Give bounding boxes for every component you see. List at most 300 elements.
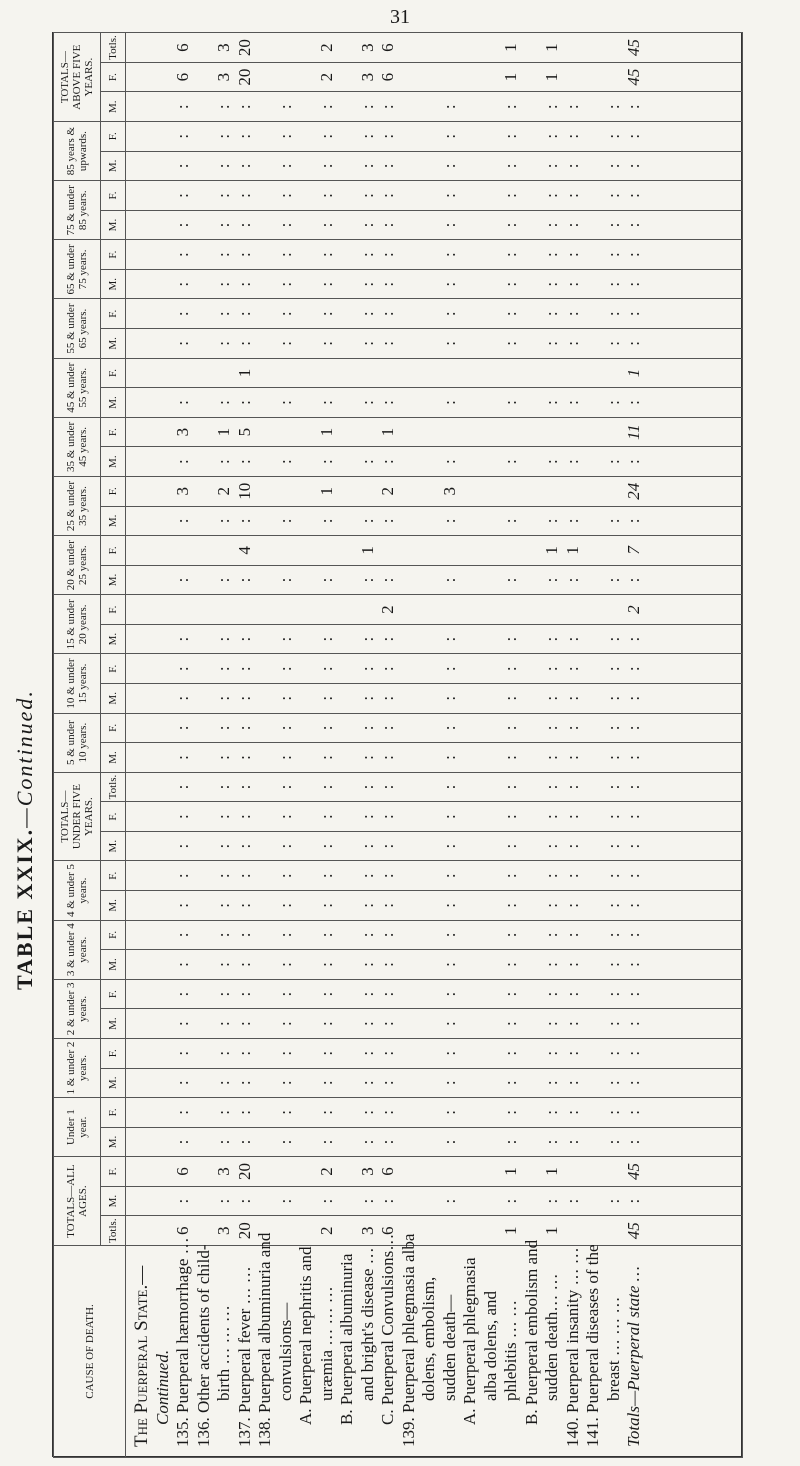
- cell-value: [194, 743, 215, 772]
- cell-value: :: [562, 1139, 582, 1145]
- cell-value: [460, 1098, 481, 1127]
- cell-value: [583, 152, 604, 181]
- cell-value: [604, 477, 625, 506]
- age-11-1: F.: [101, 358, 126, 388]
- cell-value: :: [234, 459, 254, 465]
- cell-value: :: [562, 1021, 582, 1027]
- cell-value: [419, 359, 440, 388]
- cell-value: [132, 92, 153, 121]
- cell-value: [337, 507, 358, 536]
- cell-value: :: [603, 104, 623, 110]
- cell-value: [522, 891, 543, 920]
- header-age-group-12: 55 & under 65 years.: [54, 299, 101, 358]
- cell-value: [296, 1157, 317, 1186]
- cell-value: [296, 891, 317, 920]
- cell-value: [337, 63, 358, 92]
- cell-value: :: [275, 1139, 295, 1145]
- cell-value: [132, 802, 153, 831]
- cell-value: [132, 1009, 153, 1038]
- cell-value: :: [234, 577, 254, 583]
- cell-value: :: [234, 400, 254, 405]
- cell-value: :: [562, 636, 582, 642]
- cell-value: [481, 1098, 502, 1127]
- cell-value: :: [357, 193, 377, 198]
- cell-value: :: [214, 1198, 233, 1204]
- cell-value: [194, 536, 215, 565]
- cell-value: [460, 122, 481, 151]
- cell-value: :: [316, 725, 336, 731]
- cell-value: :: [275, 932, 295, 938]
- cell-value: :: [562, 814, 582, 819]
- cell-value: :: [378, 281, 397, 287]
- cell-value: [317, 359, 338, 388]
- cell-value: [132, 861, 153, 890]
- cell-value: [296, 507, 317, 536]
- cell-value: :: [234, 873, 254, 879]
- cause-row: 137. Puerperal fever … …: [234, 1266, 254, 1447]
- cell-value: [214, 536, 235, 565]
- cell-value: :: [275, 193, 295, 198]
- cell-value: [440, 63, 461, 92]
- cell-value: :: [357, 873, 377, 879]
- cell-value: 1: [542, 1167, 561, 1176]
- cell-value: :: [439, 459, 459, 465]
- cell-value: [255, 566, 276, 595]
- cell-value: :: [378, 340, 397, 346]
- cell-value: 2: [378, 487, 397, 496]
- cell-value: [481, 152, 502, 181]
- cell-value: :: [439, 133, 459, 139]
- cell-value: [153, 891, 174, 920]
- cell-value: [153, 536, 174, 565]
- cell-value: [481, 595, 502, 624]
- cell-value: [583, 1187, 604, 1216]
- cell-value: [153, 743, 174, 772]
- cell-value: :: [501, 725, 520, 731]
- cell-value: :: [214, 843, 233, 849]
- cell-value: [194, 714, 215, 743]
- cell-value: [460, 1039, 481, 1068]
- cell-value: [419, 773, 440, 802]
- cell-value: :: [542, 1050, 561, 1056]
- cell-value: [481, 299, 502, 328]
- cell-value: [296, 388, 317, 417]
- cell-value: [522, 92, 543, 121]
- cell-value: :: [173, 1110, 192, 1115]
- cell-value: [522, 359, 543, 388]
- cell-value: [153, 1216, 174, 1245]
- cell-value: :: [316, 991, 336, 997]
- cell-value: [501, 595, 522, 624]
- cell-value: :: [316, 873, 336, 879]
- cell-value: [276, 359, 297, 388]
- cell-value: [399, 1157, 420, 1186]
- cell-value: :: [357, 784, 377, 790]
- cell-value: [132, 270, 153, 299]
- cell-value: :: [542, 695, 561, 701]
- header-age-group-3: 3 & under 4 years.: [54, 920, 101, 979]
- cell-value: [399, 1098, 420, 1127]
- cell-value: [583, 92, 604, 121]
- cell-value: [153, 270, 174, 299]
- cell-value: [440, 536, 461, 565]
- cell-value: :: [214, 695, 233, 701]
- cell-value: :: [357, 666, 377, 672]
- cell-value: 2: [316, 1167, 336, 1176]
- cell-value: [194, 63, 215, 92]
- cell-value: :: [173, 1080, 192, 1086]
- cell-value: :: [603, 695, 623, 701]
- cell-value: :: [316, 311, 336, 317]
- cell-value: :: [173, 784, 192, 790]
- cell-value: [337, 536, 358, 565]
- under-five-1: F.: [101, 802, 126, 832]
- age-10-0: M.: [101, 447, 126, 477]
- col-age-10-0: [126, 447, 743, 477]
- cell-value: [399, 1187, 420, 1216]
- cell-value: [194, 447, 215, 476]
- cell-value: [255, 1128, 276, 1157]
- table-frame: [52, 32, 742, 1457]
- cell-value: [296, 950, 317, 979]
- cell-value: :: [173, 518, 192, 524]
- cell-value: :: [275, 725, 295, 731]
- cell-value: [399, 329, 420, 358]
- cell-value: 6: [173, 1167, 192, 1176]
- cell-value: [337, 861, 358, 890]
- section-heading: [132, 1252, 153, 1447]
- cell-value: [276, 477, 297, 506]
- col-age-8-0: [126, 565, 743, 595]
- cell-value: 3: [357, 1226, 377, 1235]
- cell-value: [194, 507, 215, 536]
- cell-value: 3: [173, 487, 192, 496]
- cell-value: :: [439, 755, 459, 760]
- cell-value: 5: [234, 427, 254, 437]
- cell-value: [583, 802, 604, 831]
- cell-value: [522, 63, 543, 92]
- cell-value: [132, 1098, 153, 1127]
- cell-value: :: [501, 222, 520, 228]
- cell-value: :: [624, 873, 643, 879]
- cell-value: :: [562, 163, 582, 169]
- cell-value: [337, 329, 358, 358]
- cell-value: :: [624, 311, 643, 317]
- cell-value: [132, 1157, 153, 1186]
- cell-value: :: [214, 1080, 233, 1086]
- cell-value: :: [562, 725, 582, 731]
- cell-value: :: [378, 666, 397, 672]
- cell-value: [194, 802, 215, 831]
- cell-value: :: [214, 666, 233, 672]
- cell-value: [132, 359, 153, 388]
- cause-row-cont: birth … … …: [214, 1305, 233, 1401]
- cell-value: [153, 92, 174, 121]
- cell-value: [337, 950, 358, 979]
- cell-value: [173, 595, 194, 624]
- cell-value: [604, 536, 625, 565]
- cell-value: [419, 714, 440, 743]
- cell-value: [481, 1157, 502, 1186]
- cell-value: :: [214, 252, 233, 257]
- cell-value: [337, 152, 358, 181]
- cell-value: :: [501, 932, 520, 938]
- age-15-0: M.: [101, 151, 126, 181]
- cell-value: [194, 1128, 215, 1157]
- col-age-11-0: [126, 388, 743, 418]
- cell-value: [194, 388, 215, 417]
- cell-value: :: [439, 1110, 459, 1115]
- cell-value: [337, 891, 358, 920]
- cell-value: :: [234, 962, 254, 967]
- cause-row: A. Puerperal phlegmasia: [460, 1257, 479, 1425]
- cell-value: :: [439, 193, 459, 198]
- cell-value: [460, 92, 481, 121]
- col-age-4-0: [126, 891, 743, 921]
- cell-value: [399, 447, 420, 476]
- cell-value: :: [439, 695, 459, 701]
- cell-value: [194, 181, 215, 210]
- cell-value: :: [624, 222, 643, 228]
- cell-value: [296, 566, 317, 595]
- cell-value: :: [501, 1021, 520, 1027]
- cell-value: [481, 714, 502, 743]
- cell-value: [153, 329, 174, 358]
- cell-value: [194, 152, 215, 181]
- cell-value: [583, 1009, 604, 1038]
- cell-value: :: [234, 695, 254, 701]
- cell-value: :: [234, 311, 254, 317]
- cell-value: [604, 418, 625, 447]
- cell-value: :: [501, 784, 520, 790]
- cell-value: [153, 240, 174, 269]
- cell-value: [296, 329, 317, 358]
- cell-value: :: [234, 755, 254, 760]
- cell-value: [460, 566, 481, 595]
- cell-value: :: [234, 636, 254, 642]
- col-age-0-0: [126, 1127, 743, 1157]
- cell-value: [460, 1187, 481, 1216]
- cell-value: [460, 980, 481, 1009]
- cell-value: :: [603, 755, 623, 760]
- cell-value: :: [234, 932, 254, 938]
- cell-value: [358, 477, 379, 506]
- cell-value: [399, 654, 420, 683]
- cell-value: [563, 1157, 584, 1186]
- cell-value: :: [173, 281, 192, 287]
- cell-value: [419, 418, 440, 447]
- cause-row: 139. Puerperal phlegmasia alba: [398, 1233, 418, 1447]
- cell-value: [481, 743, 502, 772]
- cell-value: [337, 181, 358, 210]
- cell-value: 1: [234, 368, 254, 378]
- cell-value: :: [439, 962, 459, 967]
- cell-value: [460, 654, 481, 683]
- cell-value: :: [357, 518, 377, 524]
- cell-value: [153, 388, 174, 417]
- cell-value: [296, 122, 317, 151]
- cell-value: :: [603, 1139, 623, 1145]
- cell-value: [399, 477, 420, 506]
- cell-value: [194, 1009, 215, 1038]
- cell-value: :: [603, 1050, 623, 1056]
- cell-value: :: [234, 193, 254, 198]
- cell-value: :: [624, 814, 643, 819]
- cell-value: [583, 122, 604, 151]
- cell-value: [276, 536, 297, 565]
- cell-value: [153, 625, 174, 654]
- cell-value: :: [275, 1198, 295, 1204]
- cell-value: [337, 211, 358, 240]
- cell-value: :: [624, 281, 643, 287]
- cell-value: [194, 684, 215, 713]
- cell-value: :: [234, 281, 254, 287]
- cell-value: :: [378, 784, 397, 790]
- age-7-1: F.: [101, 595, 126, 625]
- cell-value: [419, 477, 440, 506]
- cell-value: :: [234, 666, 254, 672]
- cell-value: [337, 122, 358, 151]
- age-0-1: F.: [101, 1098, 126, 1128]
- cell-value: [460, 595, 481, 624]
- cell-value: :: [603, 991, 623, 997]
- cell-value: :: [316, 518, 336, 524]
- cell-value: [255, 240, 276, 269]
- cell-value: [440, 1216, 461, 1245]
- cell-value: :: [439, 252, 459, 257]
- table-title-main: TABLE XXIX.: [12, 827, 37, 990]
- cell-value: :: [603, 873, 623, 879]
- cell-value: [399, 418, 420, 447]
- cell-value: :: [316, 962, 336, 967]
- cell-value: [296, 477, 317, 506]
- header-age-group-1: 1 & under 2 years.: [54, 1038, 101, 1097]
- cell-value: :: [542, 636, 561, 642]
- cell-value: :: [624, 104, 643, 110]
- cell-value: [583, 832, 604, 861]
- cell-value: :: [378, 814, 397, 819]
- cell-value: [440, 359, 461, 388]
- cell-value: [522, 507, 543, 536]
- cell-value: :: [173, 252, 192, 257]
- cell-value: 1: [378, 427, 397, 437]
- cell-value: :: [357, 577, 377, 583]
- cell-value: :: [316, 1021, 336, 1027]
- cell-value: :: [603, 281, 623, 287]
- cell-value: [276, 595, 297, 624]
- cell-value: :: [624, 518, 643, 524]
- cell-value: :: [562, 133, 582, 139]
- cell-value: :: [439, 725, 459, 731]
- cell-value: :: [214, 577, 233, 583]
- cell-value: :: [357, 311, 377, 317]
- col-age-5-0: [126, 743, 743, 773]
- cause-row: 140. Puerperal insanity … …: [562, 1247, 582, 1447]
- age-10-1: F.: [101, 417, 126, 447]
- cell-value: [255, 507, 276, 536]
- cell-value: 6: [173, 72, 192, 82]
- cell-value: :: [501, 252, 520, 257]
- cell-value: [153, 802, 174, 831]
- cell-value: 20: [234, 68, 254, 86]
- cell-value: [481, 832, 502, 861]
- cell-value: [460, 329, 481, 358]
- col-age-12-0: [126, 329, 743, 359]
- cell-value: :: [378, 636, 397, 642]
- cell-value: :: [562, 1080, 582, 1086]
- age-6-0: M.: [101, 684, 126, 714]
- cell-value: [194, 240, 215, 269]
- cell-value: [337, 1039, 358, 1068]
- cell-value: [153, 566, 174, 595]
- cell-value: :: [542, 1110, 561, 1115]
- cell-value: :: [234, 252, 254, 257]
- cell-value: [132, 1039, 153, 1068]
- cell-value: :: [624, 193, 643, 198]
- cell-value: [563, 63, 584, 92]
- cell-value: [522, 299, 543, 328]
- cell-value: :: [501, 104, 520, 110]
- cell-value: [317, 536, 338, 565]
- cell-value: :: [378, 873, 397, 879]
- age-6-1: F.: [101, 654, 126, 684]
- cell-value: :: [439, 666, 459, 672]
- cell-value: :: [275, 902, 295, 908]
- cell-value: [153, 1009, 174, 1038]
- cell-value: [501, 359, 522, 388]
- cause-row: A. Puerperal nephritis and: [296, 1246, 315, 1425]
- cell-value: [583, 536, 604, 565]
- cell-value: [460, 832, 481, 861]
- cell-value: [440, 595, 461, 624]
- cell-value: [522, 418, 543, 447]
- col-age-13-0: [126, 269, 743, 299]
- cell-value: :: [357, 1021, 377, 1027]
- cell-value: [460, 388, 481, 417]
- cell-value: :: [378, 695, 397, 701]
- cell-value: :: [562, 400, 582, 405]
- cell-value: [296, 1216, 317, 1245]
- cell-value: [255, 684, 276, 713]
- cell-value: :: [316, 1198, 336, 1204]
- cause-row-cont: convulsions—: [275, 1302, 295, 1401]
- cell-value: :: [542, 340, 561, 346]
- header-age-group-7: 15 & under 20 years.: [54, 595, 101, 654]
- cell-value: [583, 447, 604, 476]
- cell-value: [481, 477, 502, 506]
- header-age-group-6: 10 & under 15 years.: [54, 654, 101, 713]
- col-above-five-2: [126, 33, 743, 63]
- cell-value: [132, 654, 153, 683]
- cell-value: :: [214, 902, 233, 908]
- cell-value: [132, 63, 153, 92]
- cell-value: [419, 536, 440, 565]
- cell-value: :: [357, 695, 377, 701]
- cell-value: 6: [173, 43, 192, 52]
- cell-value: :: [624, 1110, 643, 1115]
- age-1-1: F.: [101, 1038, 126, 1068]
- cell-value: [460, 536, 481, 565]
- cell-value: :: [624, 784, 643, 790]
- cell-value: :: [501, 666, 520, 672]
- col-age-13-1: [126, 240, 743, 270]
- cell-value: [132, 33, 153, 62]
- cell-value: 1: [316, 427, 336, 437]
- cell-value: :: [562, 193, 582, 198]
- cell-value: :: [501, 459, 520, 465]
- cell-value: [255, 832, 276, 861]
- cell-value: [255, 921, 276, 950]
